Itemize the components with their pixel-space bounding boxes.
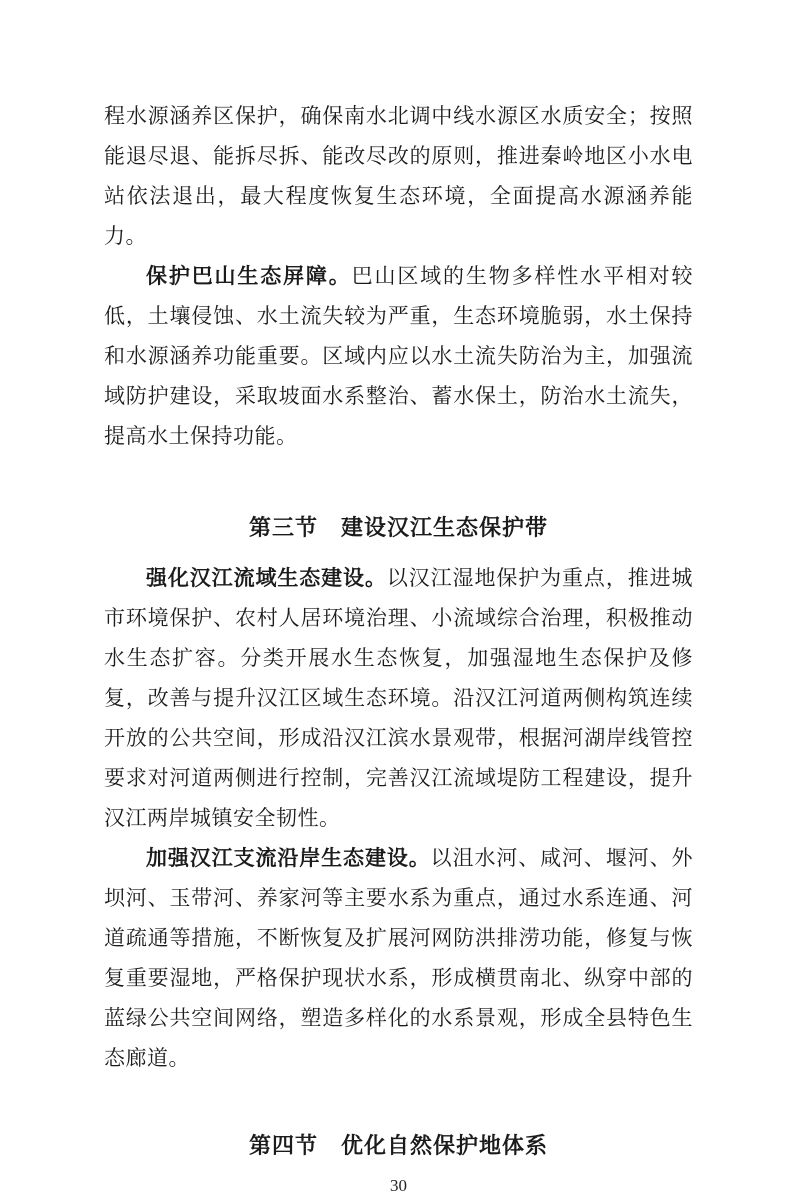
paragraph-lead-bold: 保护巴山生态屏障。 (146, 264, 352, 288)
paragraph-water-source-continuation: 程水源涵养区保护，确保南水北调中线水源区水质安全；按照能退尽退、能拆尽拆、能改尽改的原则，推进秦岭地区小水电站依法退出，最大程度恢复生态环境，全面提高水源涵养能力。 (104, 104, 693, 248)
paragraph-hanjiang-tributaries (104, 838, 693, 1078)
paragraph-lead-bold: 加强汉江支流沿岸生态建设。 (146, 846, 431, 870)
paragraph-bashan-ecological-barrier (104, 256, 693, 456)
page-number: 30 (390, 1176, 407, 1195)
section-heading-3: 第三节 建设汉江生态保护带 (248, 515, 548, 540)
paragraph-body-text: 以汉江湿地保护为重点，推进城市环境保护、农村人居环境治理、小流域综合治理，积极推动水生态扩容。分类开展水生态恢复，加强湿地生态保护及修复，改善与提升汉江区域生态环境。沿汉江河道两侧构筑连续开放的公共空间，形成沿汉江滨水景观带，根据河湖岸线管控要求对河道两侧进行控制，完善汉江流域堤防工程建设，提升汉江两岸城镇安全韧性。 (104, 566, 694, 830)
section-heading-4: 第四节 优化自然保护地体系 (248, 1133, 548, 1158)
paragraph-body-text: 巴山区域的生物多样性水平相对较低，土壤侵蚀、水土流失较为严重，生态环境脆弱，水土保持和水源涵养功能重要。区域内应以水土流失防治为主，加强流域防护建设，采取坡面水系整治、蓄水保土，防治水土流失，提高水土保持功能。 (104, 264, 694, 448)
paragraph-lead-bold: 强化汉江流域生态建设。 (146, 566, 387, 590)
paragraph-body-text: 以沮水河、咸河、堰河、外坝河、玉带河、养家河等主要水系为重点，通过水系连通、河道疏通等措施，不断恢复及扩展河网防洪排涝功能，修复与恢复重要湿地，严格保护现状水系，形成横贯南北、纵穿中部的蓝绿公共空间网络，塑造多样化的水系景观，形成全县特色生态廊道。 (104, 846, 694, 1070)
paragraph-hanjiang-basin-construction (104, 558, 693, 838)
